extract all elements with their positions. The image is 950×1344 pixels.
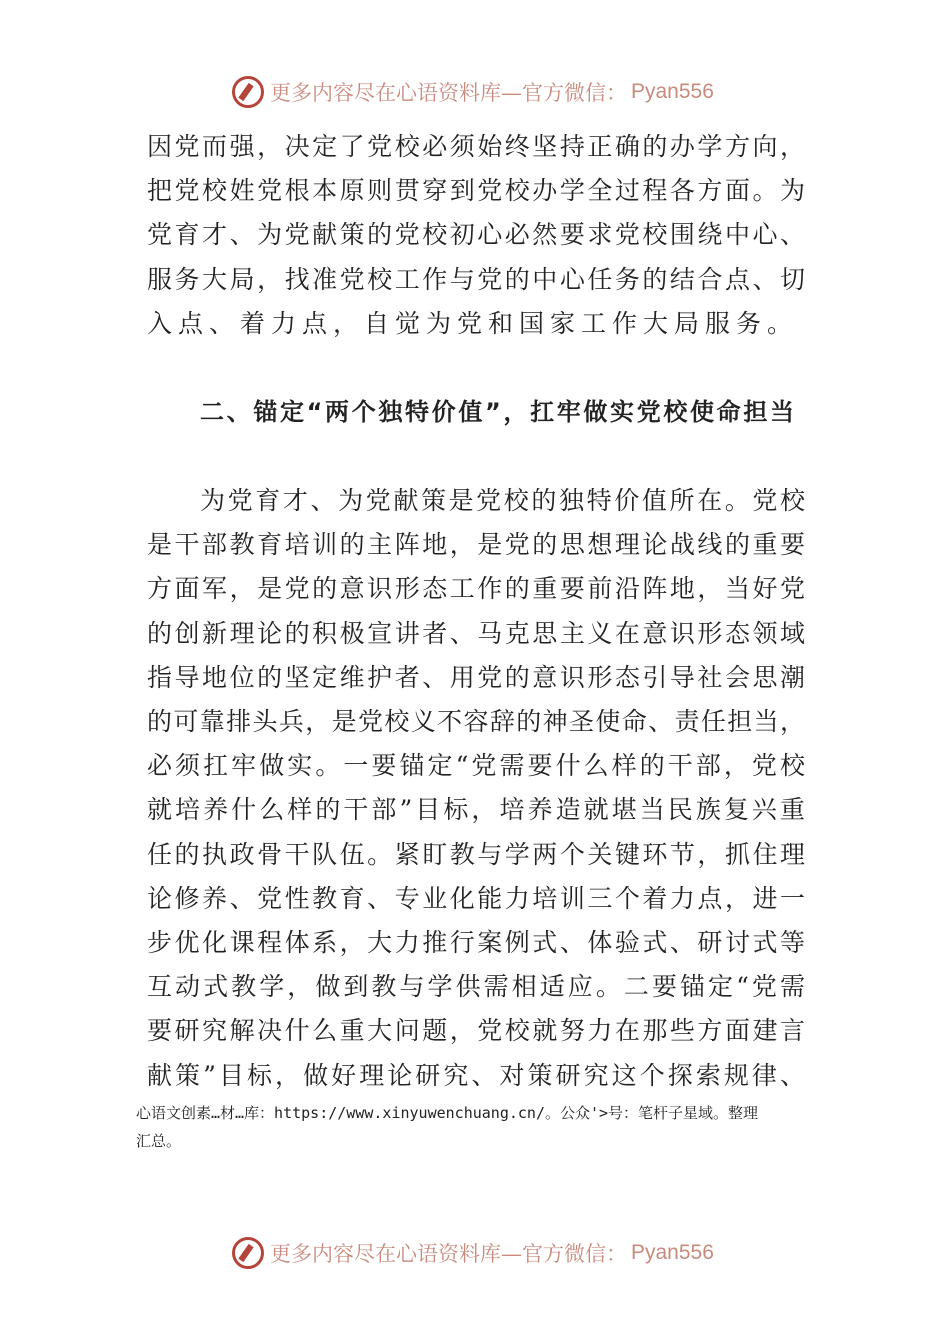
- text-line: 必须扛牢做实。一要锚定“党需要什么样的干部，党校: [147, 751, 805, 781]
- text-line: 方面军，是党的意识形态工作的重要前沿阵地，当好党: [147, 574, 805, 604]
- text-line: 互动式教学，做到教与学供需相适应。二要锚定“党需: [147, 972, 805, 1002]
- text-line: 步优化课程体系，大力推行案例式、体验式、研讨式等: [147, 928, 805, 957]
- text-line: 献策”目标，做好理论研究、对策研究这个探索规律、: [147, 1060, 805, 1090]
- text-line: 就培养什么样的干部”目标，培养造就堪当民族复兴重: [147, 795, 805, 825]
- text-line: 为党育才、为党献策是党校的独特价值所在。党校: [200, 486, 805, 515]
- logo-icon: [232, 1237, 264, 1269]
- text-line: 党育才、为党献策的党校初心必然要求党校围绕中心、: [147, 220, 805, 250]
- watermark-text: 更多内容尽在心语资料库—官方微信：: [270, 1242, 627, 1266]
- footer-watermark: [232, 1235, 714, 1271]
- text-line: 把党校姓党根本原则贯穿到党校办学全过程各方面。为: [147, 176, 805, 206]
- text-line: 的可靠排头兵，是党校义不容辞的神圣使命、责任担当，: [147, 707, 805, 736]
- logo-icon: [232, 76, 264, 108]
- text-line: 要研究解决什么重大问题，党校就努力在那些方面建言: [147, 1016, 805, 1046]
- text-line: 是干部教育培训的主阵地，是党的思想理论战线的重要: [147, 530, 805, 560]
- watermark-text: 更多内容尽在心语资料库—官方微信：: [270, 81, 627, 105]
- text-line: 入点、着力点，自觉为党和国家工作大局服务。: [147, 308, 799, 338]
- watermark-id: Pyan556: [631, 80, 714, 103]
- text-line: 的创新理论的积极宣讲者、马克思主义在意识形态领域: [147, 618, 805, 648]
- watermark-id: Pyan556: [631, 1241, 714, 1264]
- text-line: 因党而强，决定了党校必须始终坚持正确的办学方向，: [147, 132, 805, 161]
- text-line: 心语文创素…材…库：https://www.xinyuwenchuang.cn/。公众'>号：笔杆子星域。整理: [136, 1104, 759, 1122]
- text-line: 服务大局，找准党校工作与党的中心任务的结合点、切: [147, 264, 805, 294]
- text-line: 论修养、党性教育、专业化能力培训三个着力点，进一: [147, 883, 805, 913]
- text-line: 指导地位的坚定维护者、用党的意识形态引导社会思潮: [147, 662, 805, 692]
- header-watermark: [232, 74, 714, 110]
- text-line: 汇总。: [136, 1132, 182, 1150]
- text-line: 任的执政骨干队伍。紧盯教与学两个关键环节，抓住理: [147, 839, 805, 869]
- section-heading: 二、锚定“两个独特价值”，扛牢做实党校使命担当: [200, 398, 794, 426]
